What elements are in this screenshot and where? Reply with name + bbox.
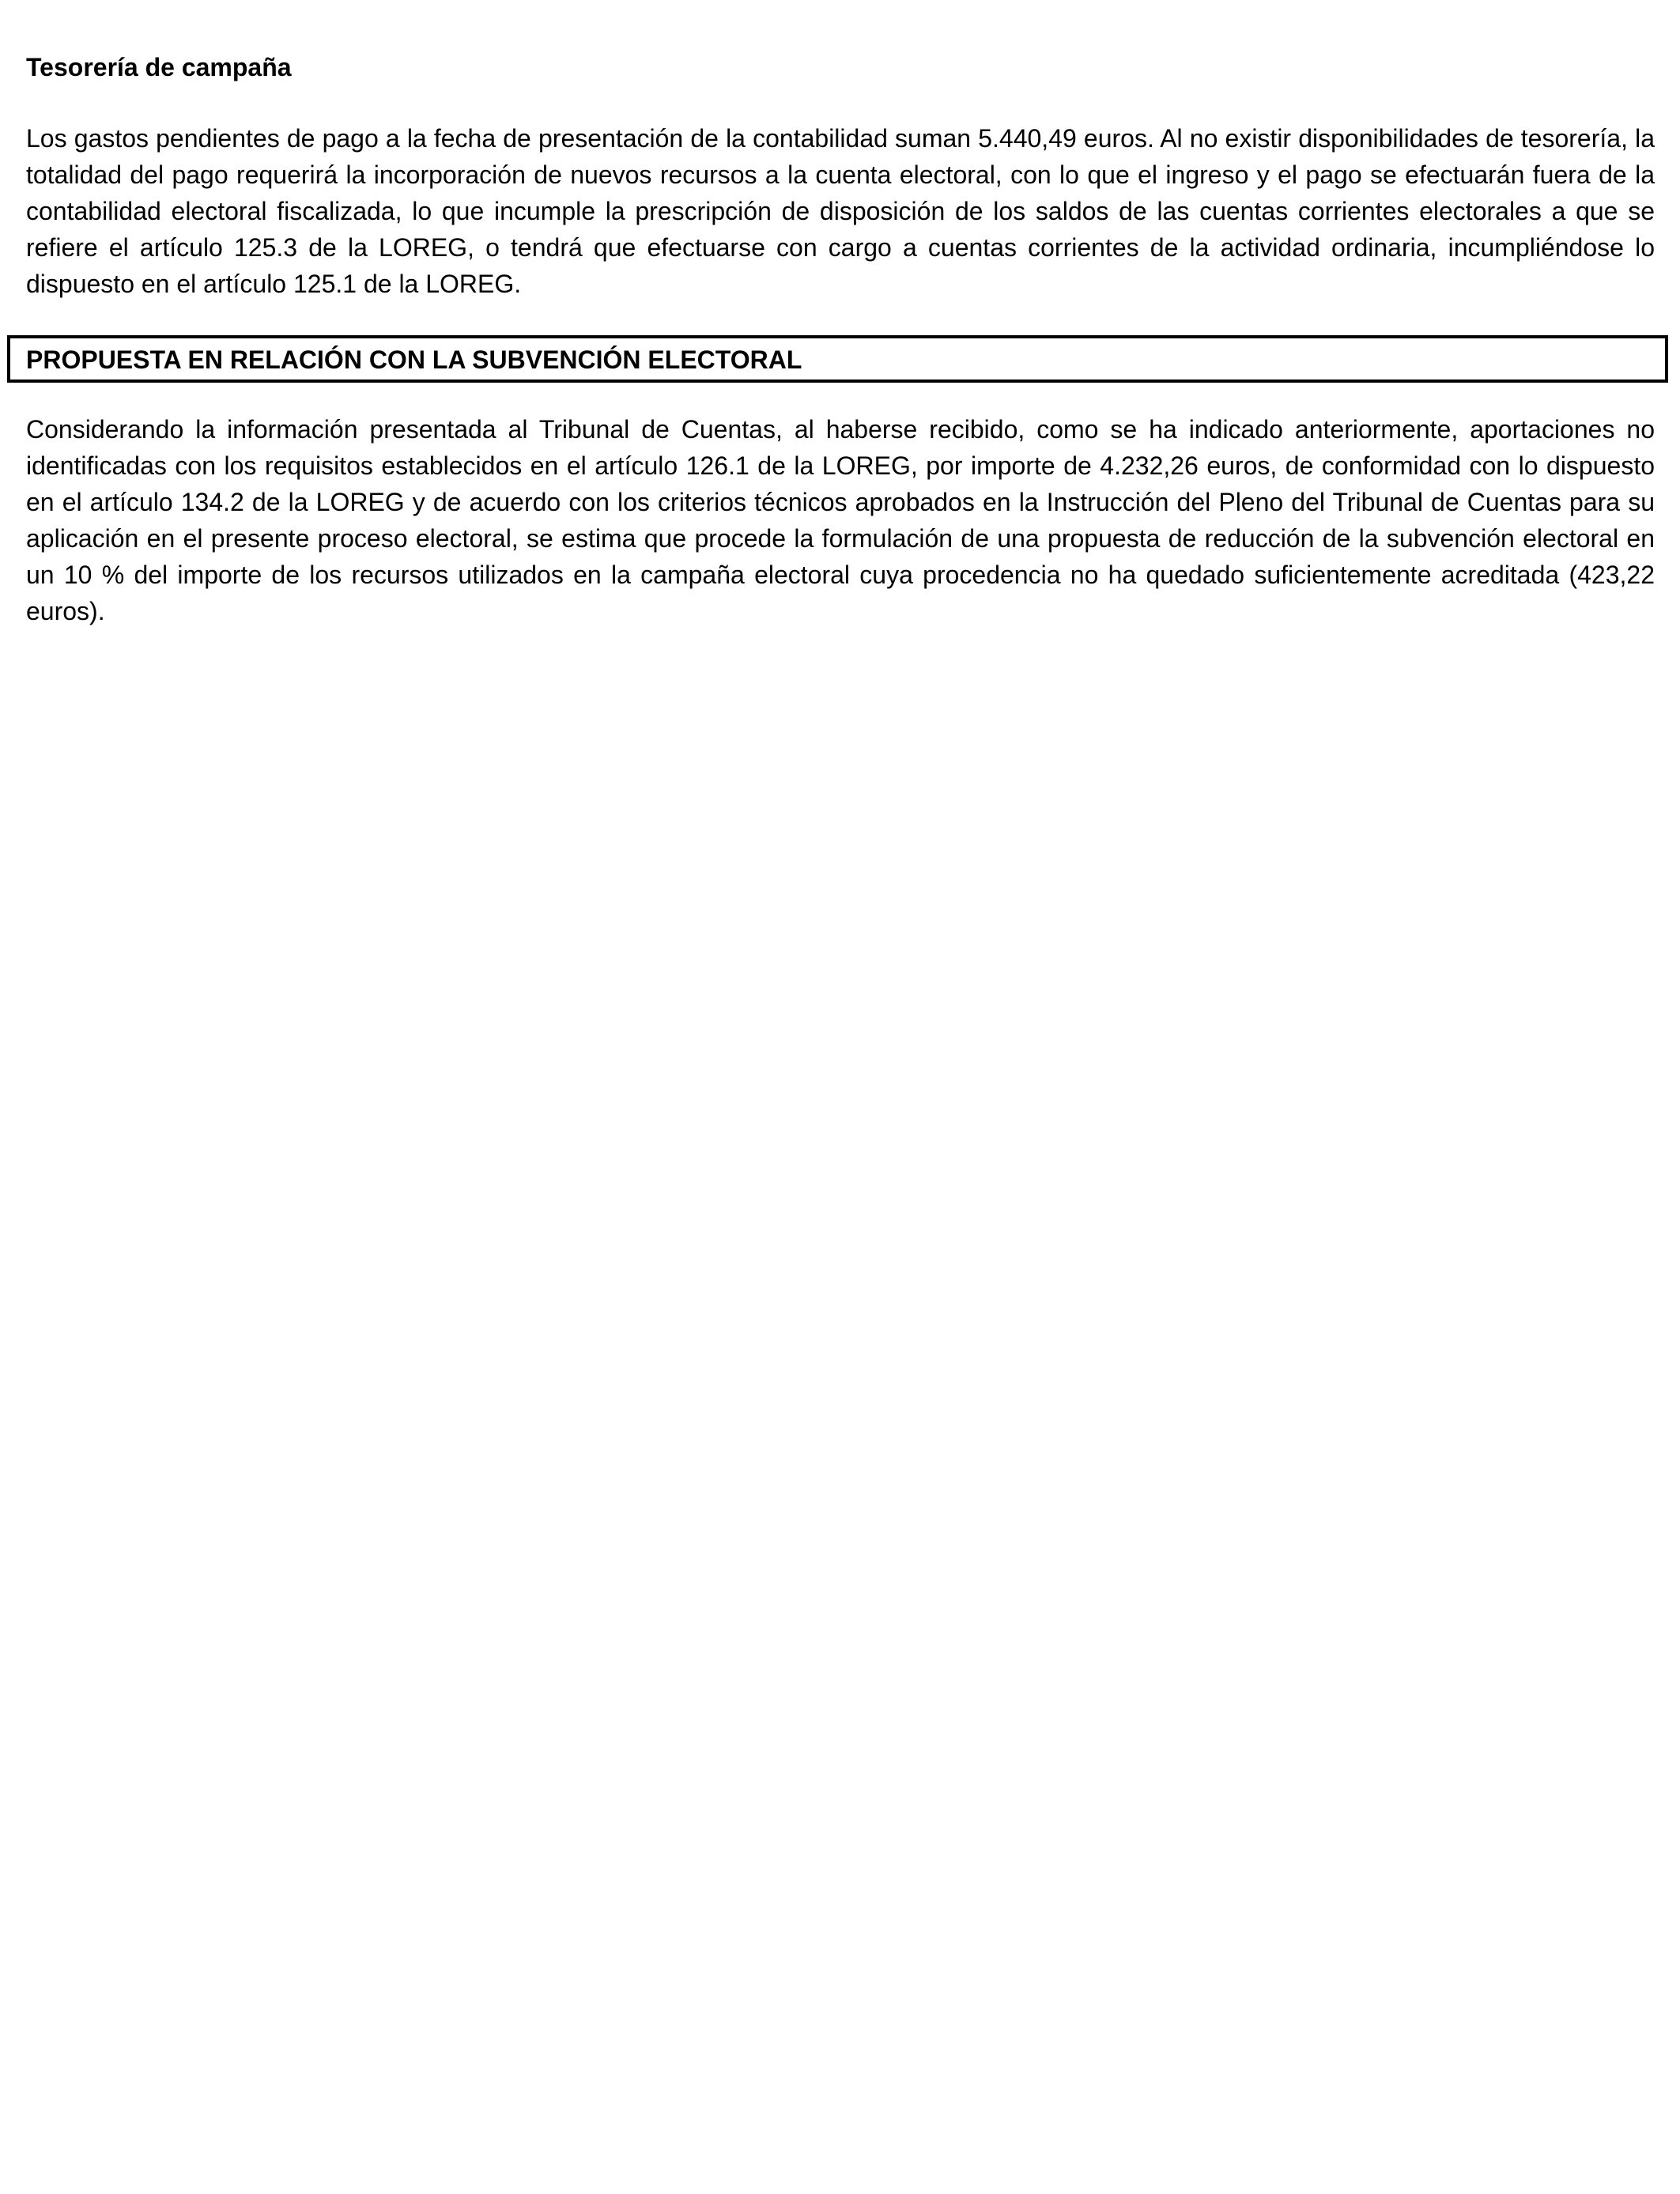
treasury-paragraph: Los gastos pendientes de pago a la fecha de presentación de la contabilidad suman 5.440,49 euros. Al no existir disponibilidades de tesorería, la totalidad del pago requerirá la incorporación de nuevos recursos a la cuenta electoral, con lo que el ingreso y el pago se efectuarán fuera de la contabilidad electoral fiscalizada, lo que incumple la prescripción de disposición de los saldos de las cuentas corrientes electorales a que se refiere el artículo 125.3 de la LOREG, o tendrá que efectuarse con cargo a cuentas corrientes de la actividad ordinaria, incumpliéndose lo dispuesto en el artículo 125.1 de la LOREG. xyxy=(26,124,1655,298)
proposal-paragraph: Considerando la información presentada al Tribunal de Cuentas, al haberse recibido, como se ha indicado anteriormente, aportaciones no identificadas con los requisitos establecidos en el artículo 126.1 de la LOREG, por importe de 4.232,26 euros, de conformidad con lo dispuesto en el artículo 134.2 de la LOREG y de acuerdo con los criterios técnicos aprobados en la Instrucción del Pleno del Tribunal de Cuentas para su aplicación en el presente proceso electoral, se estima que procede la formulación de una propuesta de reducción de la subvención electoral en un 10 % del importe de los recursos utilizados en la campaña electoral cuya procedencia no ha quedado suficientemente acreditada (423,22 euros). xyxy=(26,415,1655,625)
proposal-title: PROPUESTA EN RELACIÓN CON LA SUBVENCIÓN ELECTORAL xyxy=(26,346,802,374)
proposal-title-box xyxy=(7,335,1668,383)
section-heading-treasury: Tesorería de campaña xyxy=(26,53,292,81)
